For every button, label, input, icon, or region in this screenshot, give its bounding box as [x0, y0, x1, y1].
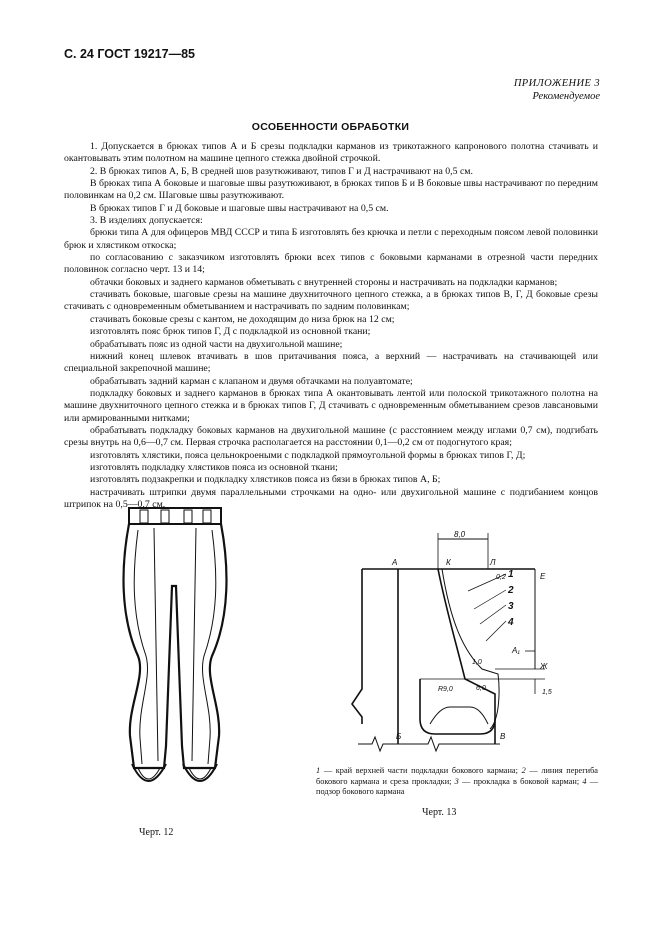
paragraph: В брюках типов Г и Д боковые и шаговые швы настрачивают на 0,5 см.	[90, 202, 389, 214]
legend-num: 2	[521, 766, 526, 775]
paragraph: брюки типа А для офицеров МВД СССР и типа Б изготовлять без крючка и петли с переходным поясом левой половинки брюк и хлястиком откоска;	[64, 227, 598, 251]
paragraph: подкладку боковых и заднего карманов в брюках типа А окантовывать лентой или полоской трикотажного полотна на машине двухниточного цепного стежка и в брюках типов Г, Д стачивать с одновременным обметыванием срезов лавсановыми или армированными нитками;	[64, 387, 598, 424]
paragraph: изготовлять пояс брюк типов Г, Д с подкладкой из основной ткани;	[90, 326, 371, 338]
page-header: С. 24 ГОСТ 19217—85	[64, 47, 195, 61]
label-3: 3	[508, 601, 514, 612]
label-v: В	[500, 732, 506, 741]
dim-top: 8,0	[454, 530, 466, 539]
label-1: 1	[508, 569, 514, 580]
paragraph: обрабатывать пояс из одной части на двухигольной машине;	[90, 338, 343, 350]
label-zh: Ж	[540, 662, 548, 671]
dim-15: 1,5	[542, 689, 552, 696]
label-2: 2	[508, 585, 514, 596]
label-e: Е	[540, 572, 546, 581]
paragraph: обрабатывать задний карман с клапаном и двумя обтачками на полуавтомате;	[90, 375, 413, 387]
label-b: Б	[396, 732, 402, 741]
legend-text: — подзор бокового кармана	[316, 776, 598, 796]
paragraph: настрачивать штрипки двумя параллельными строчками на одно- или двухигольной машине с подгибанием концов штрипок на 0,5—0,7 см.	[64, 486, 598, 510]
label-k: К	[446, 558, 451, 567]
label-a: А	[392, 558, 398, 567]
appendix-label	[514, 77, 600, 103]
legend-num: 1	[316, 766, 321, 775]
legend-num: 3	[454, 776, 459, 786]
paragraph: 2. В брюках типов А, Б, В средней шов разутюживают, типов Г и Д настрачивают на 0,5 см.	[90, 165, 473, 177]
dim-r: R9,0	[438, 686, 453, 693]
paragraph: нижний конец шлевок втачивать в шов притачивания пояса, а верхний — настрачивать на стачивающей или специальной закрепочной машине;	[64, 350, 598, 375]
paragraph: обрабатывать подкладку боковых карманов на двухигольной машине (с расстоянием между иглами 0,7 см), подгибать срезы внутрь на 0,6—0,7 см. Первая строчка располагается на расстоянии 0,1—0,2 см от подогнутого края;	[64, 424, 598, 449]
legend-text: — край верхней части подкладки бокового кармана;	[320, 766, 522, 775]
legend-text: — линия перегиба бокового кармана и среза прокладки;	[316, 766, 598, 786]
paragraph: изготовлять хлястики, пояса цельнокроеными с подкладкой прямоугольной формы в брюках типов Г, Д;	[90, 449, 526, 461]
dim-02: 0,2	[496, 574, 506, 581]
legend-text: — прокладка в боковой карман;	[458, 776, 583, 786]
side-pocket-drawing	[330, 529, 560, 759]
figure13-caption: Черт. 13	[422, 807, 457, 818]
paragraph: стачивать боковые, шаговые срезы на машине двухниточного цепного стежка, а в брюках типов В, Г, Д боковые срезы стачивать с одновременным обметыванием и настрачивать по задним половинкам;	[64, 289, 598, 313]
appendix-status: Рекомендуемое	[532, 91, 600, 102]
label-l: Л	[490, 558, 496, 567]
paragraph: 3. В изделиях допускается:	[90, 215, 203, 227]
paragraph: изготовлять подзакрепки и подкладку хлястиков пояса из бязи в брюках типов А, Б;	[90, 474, 441, 486]
body-text	[64, 141, 598, 511]
legend-num: 4	[582, 776, 587, 786]
figure12-caption: Черт. 12	[139, 827, 174, 838]
paragraph: изготовлять подкладку хлястиков пояса из основной ткани;	[90, 461, 338, 473]
trousers-drawing	[118, 506, 233, 796]
figure13-legend	[316, 766, 598, 798]
appendix-number: ПРИЛОЖЕНИЕ 3	[513, 78, 600, 89]
paragraph: по согласованию с заказчиком изготовлять брюки всех типов с боковыми карманами в отрезной части передних половинок согласно черт. 13 и 14;	[64, 252, 598, 276]
section-title: ОСОБЕННОСТИ ОБРАБОТКИ	[251, 121, 410, 133]
label-a1: А₁	[512, 646, 520, 655]
paragraph: обтачки боковых и заднего карманов обметывать с внутренней стороны и настрачивать на подкладки карманов;	[90, 276, 558, 288]
paragraph: стачивать боковые срезы с кантом, не доходящим до низа брюк на 12 см;	[90, 313, 395, 325]
paragraph: 1. Допускается в брюках типов А и Б срезы подкладки карманов из трикотажного капронового полотна стачивать и окантовывать этим полотном на машине цепного стежка двойной строчкой.	[64, 141, 598, 165]
dim-10: 1,0	[472, 659, 482, 666]
paragraph: В брюках типа А боковые и шаговые швы разутюживают, в брюках типов Б и В боковые швы настрачивают по передним половинкам на 0,2 см. Шаговые швы разутюживают.	[64, 178, 598, 202]
label-4: 4	[508, 617, 514, 628]
dim-60: 6,0	[476, 685, 486, 692]
